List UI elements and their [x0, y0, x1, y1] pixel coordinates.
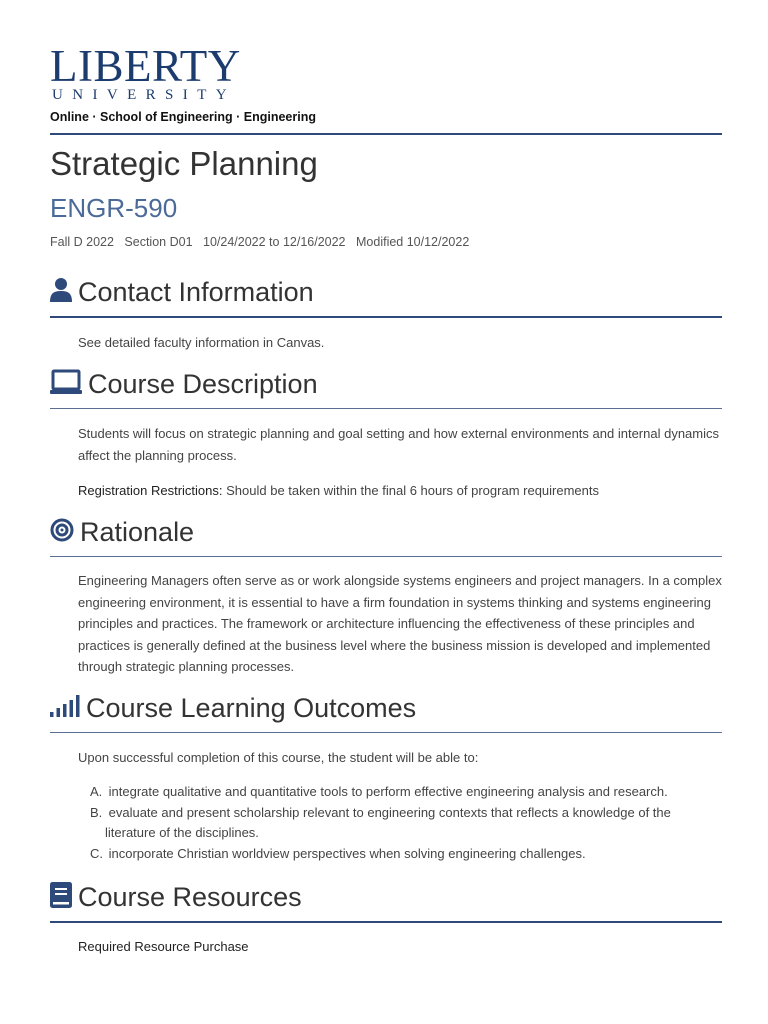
list-item — [90, 844, 720, 865]
section-divider — [50, 921, 722, 923]
outcome-text: evaluate and present scholarship relevant to engineering contexts that reflects a knowledge of the literature of the disciplines. — [105, 804, 671, 840]
description-heading: Course Description — [88, 369, 318, 399]
outcome-letter: A. — [90, 784, 103, 799]
restriction-text: Should be taken within the final 6 hours of program requirements — [226, 483, 600, 498]
rationale-text: Engineering Managers often serve as or work alongside systems engineers and project managers. In a complex engineering environment, it is essential to have a firm foundation in systems thinking and systems engineering principles and practices. The framework or architecture influencing the effectiveness of these principles and practices is generally defined at the business level where the business mission is developed and implemented through strategic planning processes. — [78, 573, 722, 674]
outcomes-section-header — [50, 691, 722, 725]
list-item — [90, 782, 720, 803]
outcomes-list — [90, 782, 720, 864]
date-range: 10/24/2022 to 12/16/2022 — [203, 235, 346, 249]
section: Section D01 — [124, 235, 193, 249]
restriction-label: Registration Restrictions: — [78, 483, 223, 498]
outcome-text: incorporate Christian worldview perspectives when solving engineering challenges. — [108, 845, 586, 861]
section-divider — [50, 408, 722, 409]
logo-wordmark: LIBERTY — [50, 41, 241, 91]
resources-section-header — [50, 880, 722, 914]
rationale-section-header — [50, 515, 722, 549]
resources-heading: Course Resources — [78, 882, 302, 912]
contact-text: See detailed faculty information in Canvas. — [78, 335, 325, 350]
book-icon — [50, 882, 72, 913]
logo-subtitle: UNIVERSITY — [52, 87, 236, 103]
description-section-header — [50, 367, 722, 401]
target-icon — [50, 518, 74, 547]
bar-chart-icon — [50, 695, 80, 722]
outcome-letter: C. — [90, 845, 103, 861]
term: Fall D 2022 — [50, 235, 114, 249]
user-icon — [50, 277, 72, 308]
registration-restrictions — [78, 480, 722, 502]
modified-date: Modified 10/12/2022 — [356, 235, 470, 249]
outcome-text: integrate qualitative and quantitative tools to perform effective engineering analysis and research. — [108, 784, 668, 799]
header-divider — [50, 133, 722, 135]
contact-heading: Contact Information — [78, 277, 314, 307]
outcome-letter: B. — [90, 804, 103, 820]
rationale-heading: Rationale — [80, 517, 195, 547]
laptop-icon — [50, 369, 82, 400]
section-divider — [50, 556, 722, 557]
page-title: Strategic Planning — [50, 145, 318, 182]
contact-section-header — [50, 275, 722, 309]
outcomes-intro: Upon successful completion of this course, the student will be able to: — [78, 750, 479, 765]
section-divider — [50, 732, 722, 733]
course-meta — [50, 235, 476, 249]
list-item — [90, 803, 720, 844]
description-text: Students will focus on strategic planning and goal setting and how external environments and internal dynamics affect the planning process. — [78, 426, 719, 463]
section-divider — [50, 316, 722, 318]
course-code: ENGR-590 — [50, 193, 178, 223]
breadcrumb: Online · School of Engineering · Engineering — [50, 110, 316, 124]
required-resource-label: Required Resource Purchase — [78, 939, 249, 954]
liberty-university-logo — [50, 41, 241, 103]
outcomes-heading: Course Learning Outcomes — [86, 693, 417, 723]
